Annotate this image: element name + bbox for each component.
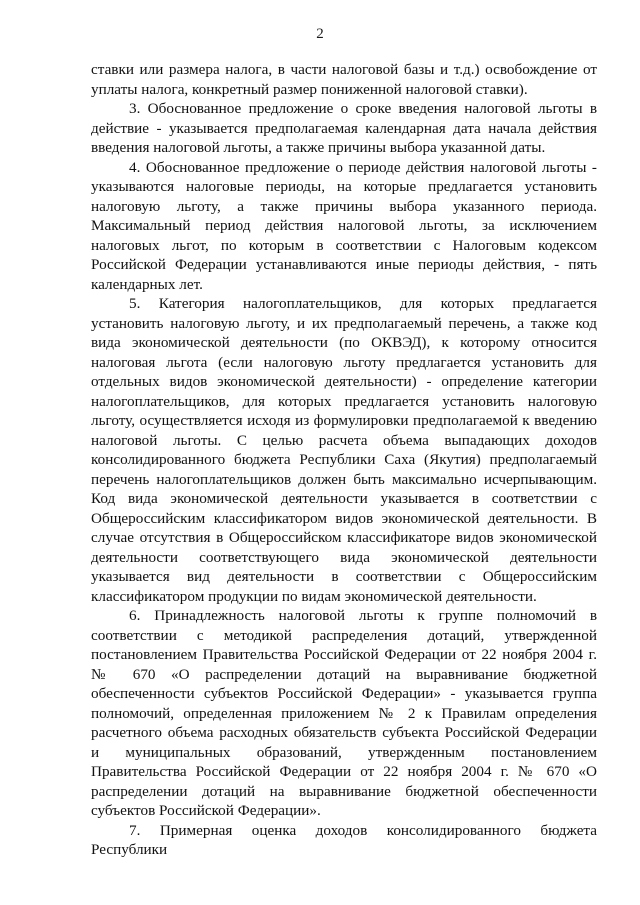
paragraph-item-3: 3. Обоснованное предложение о сроке введения налоговой льготы в действие - указывается предполагаемая календарная дата начала действия введения налоговой льготы, а также причины выбора указанной даты. — [91, 100, 597, 156]
paragraph-item-5: 5. Категория налогоплательщиков, для которых предлагается установить налоговую льготу, и их предполагаемый перечень, а также код вида экономической деятельности (по ОКВЭД), к которому относится налоговая льгота (если налоговую льготу предлагается установить для отдельных видов экономической деятельности) - определение категории налогоплательщиков, для которых предлагается установить налоговую льготу, осуществляется исходя из формулировки предполагаемой к введению налоговой льготы. С целью расчета объема выпадающих доходов консолидированного бюджета Республики Саха (Якутия) предполагаемый перечень налогоплательщиков должен быть максимально исчерпывающим. Код вида экономической деятельности указывается в соответствии с Общероссийским классификатором видов экономической деятельности. В случае отсутствия в Общероссийском классификаторе видов экономической деятельности соответствующего вида экономической деятельности указывается вид деятельности в соответствии с Общероссийским классификатором продукции по видам экономической деятельности. — [91, 295, 597, 605]
paragraph-item-6: 6. Принадлежность налоговой льготы к группе полномочий в соответствии с методикой распределения дотаций, утвержденной постановлением Правительства Российской Федерации от 22 ноября 2004 г. № 670 «О распределении дотаций на выравнивание бюджетной обеспеченности субъектов Российской Федерации» - указывается группа полномочий, определенная приложением № 2 к Правилам определения расчетного объема расходных обязательств субъекта Российской Федерации и муниципальных образований, утвержденным постановлением Правительства Российской Федерации от 22 ноября 2004 г. № 670 «О распределении дотаций на выравнивание бюджетной обеспеченности субъектов Российской Федерации». — [91, 607, 597, 819]
document-body — [91, 60, 597, 860]
page-number: 2 — [316, 26, 324, 42]
paragraph-item-4: 4. Обоснованное предложение о периоде действия налоговой льготы - указываются налоговые периоды, на которые предлагается установить налоговую льготу, а также причины выбора указанного периода. Максимальный период действия налоговой льготы, за исключением налоговых льгот, по которым в соответствии с Налоговым кодексом Российской Федерации устанавливаются иные периоды действия, - пять календарных лет. — [91, 158, 597, 293]
paragraph-continuation: ставки или размера налога, в части налоговой базы и т.д.) освобождение от уплаты налога, конкретный размер пониженной налоговой ставки). — [91, 61, 597, 98]
paragraph-item-7: 7. Примерная оценка доходов консолидированного бюджета Республики — [91, 821, 597, 858]
